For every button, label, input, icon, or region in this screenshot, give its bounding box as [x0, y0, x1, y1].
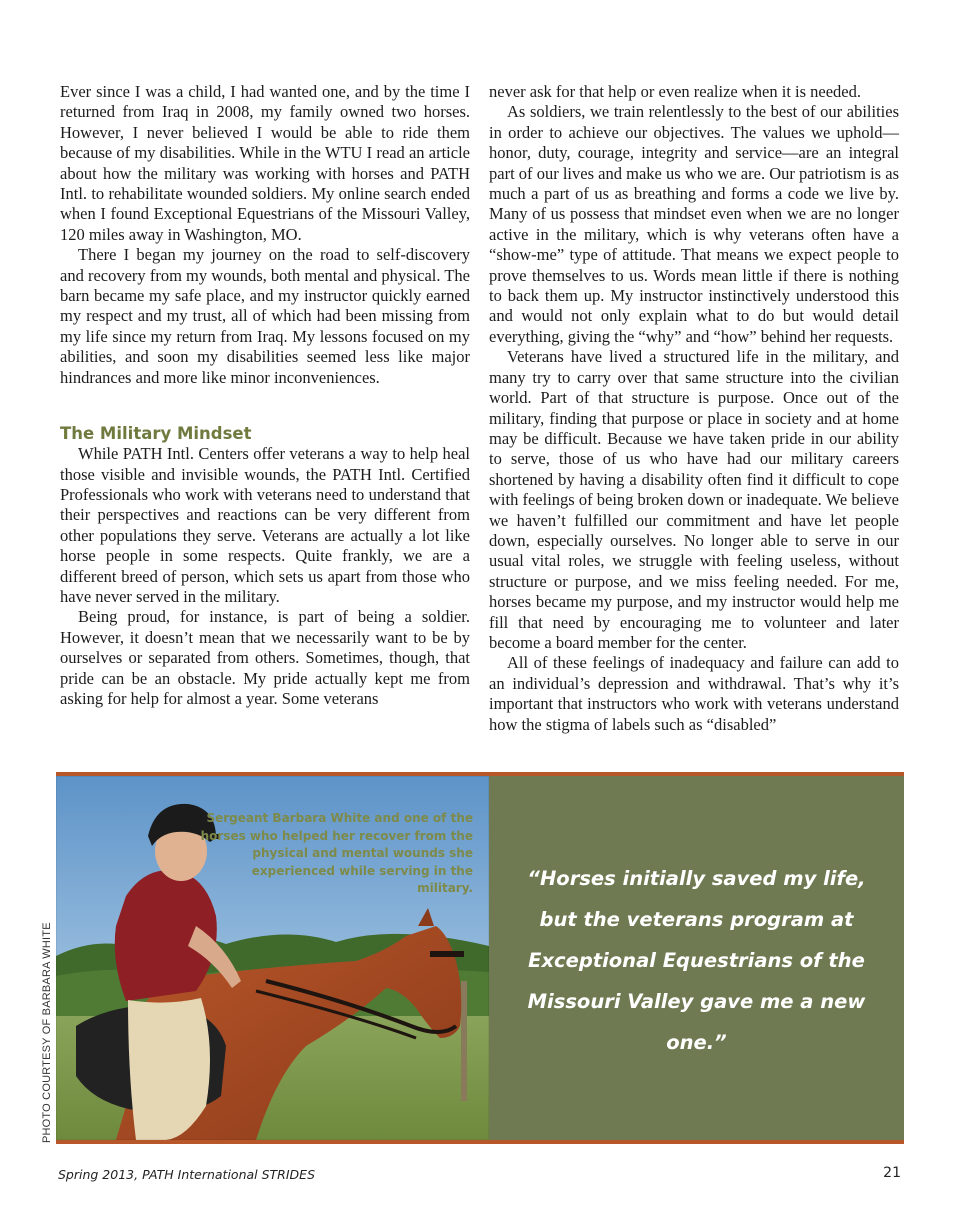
pull-quote-panel	[489, 776, 904, 1140]
body-paragraph: There I began my journey on the road to self-discovery and recovery from my wounds, both mental and physical. The barn became my safe place, and my instructor quickly earned my respect and my trust, all of which had been missing from my life since my return from Iraq. My lessons focused on my abilities, and soon my disabilities seemed less like major hindrances and more like minor inconveniences.	[60, 245, 470, 387]
pull-quote: “Horses initially saved my life, but the veterans program at Exceptional Equestrians of the Missouri Valley gave me a new one.”	[527, 867, 866, 1054]
body-paragraph: Ever since I was a child, I had wanted one, and by the time I returned from Iraq in 2008, my family owned two horses. However, I never believed I would be able to ride them because of my disabilities. While in the WTU I read an article about how the military was working with horses and PATH Intl. to rehabilitate wounded soldiers. My online search ended when I found Exceptional Equestrians of the Missouri Valley, 120 miles away in Washington, MO.	[60, 82, 470, 244]
article-left-column	[60, 82, 470, 709]
section-heading: The Military Mindset	[60, 424, 252, 444]
rider-horse-photo	[56, 776, 489, 1140]
body-paragraph: As soldiers, we train relentlessly to the best of our abilities in order to achieve our objectives. The values we uphold—honor, duty, courage, integrity and service—are an integral part of our lives and make us who we are. Our patriotism is as much a part of us as breathing and forms a code we live by. Many of us possess that mindset even when we are no longer active in the military, which is why veterans often have a “show-me” type of attitude. That means we expect people to prove themselves to us. Words mean little if there is nothing to back them up. My instructor instinctively understood this and would not only explain what to do but would detail everything, giving the “why” and “how” behind her requests.	[489, 102, 899, 346]
body-paragraph: Being proud, for instance, is part of being a soldier. However, it doesn’t mean that we necessarily want to be by ourselves or separated from others. Sometimes, though, that pride can be an obstacle. My pride actually kept me from asking for help for almost a year. Some veterans	[60, 607, 470, 708]
body-paragraph: All of these feelings of inadequacy and failure can add to an individual’s depression and withdrawal. That’s why it’s important that instructors who work with veterans understand how the stigma of labels such as “disabled”	[489, 653, 899, 734]
page-number: 21	[883, 1165, 901, 1181]
photo-caption: Sergeant Barbara White and one of the horses who helped her recover from the physical and mental wounds she experienced while serving in the military.	[200, 811, 473, 895]
body-paragraph: Veterans have lived a structured life in the military, and many try to carry over that same structure into the civilian world. Part of that structure is purpose. Once out of the military, finding that purpose or place in society and at home may be difficult. Because we have taken pride in our ability to serve, those of us who have had our military careers shortened by having a disability often find it difficult to cope with feelings of being broken down or inadequate. We believe we haven’t fulfilled our commitment and have let people down, especially ourselves. No longer able to serve in our usual vital roles, we struggle with feeling useless, without structure or purpose, and we miss feeling needed. For me, horses became my purpose, and my instructor would help me fill that need by encouraging me to volunteer and later become a board member for the center.	[489, 347, 899, 652]
body-paragraph: never ask for that help or even realize when it is needed.	[489, 82, 862, 101]
article-right-column	[489, 82, 899, 735]
photo-credit: PHOTO COURTESY OF BARBARA WHITE	[41, 922, 53, 1143]
body-paragraph: While PATH Intl. Centers offer veterans a way to help heal those visible and invisible wounds, the PATH Intl. Certified Professionals who work with veterans need to understand that their perspectives and reactions can be very different from other populations they serve. Veterans are actually a lot like horse people in some respects. Quite frankly, we are a different breed of person, which sets us apart from those who have never served in the military.	[60, 444, 470, 606]
feature-photo-band	[56, 772, 904, 1144]
footer-publication: Spring 2013, PATH International STRIDES	[58, 1167, 316, 1182]
